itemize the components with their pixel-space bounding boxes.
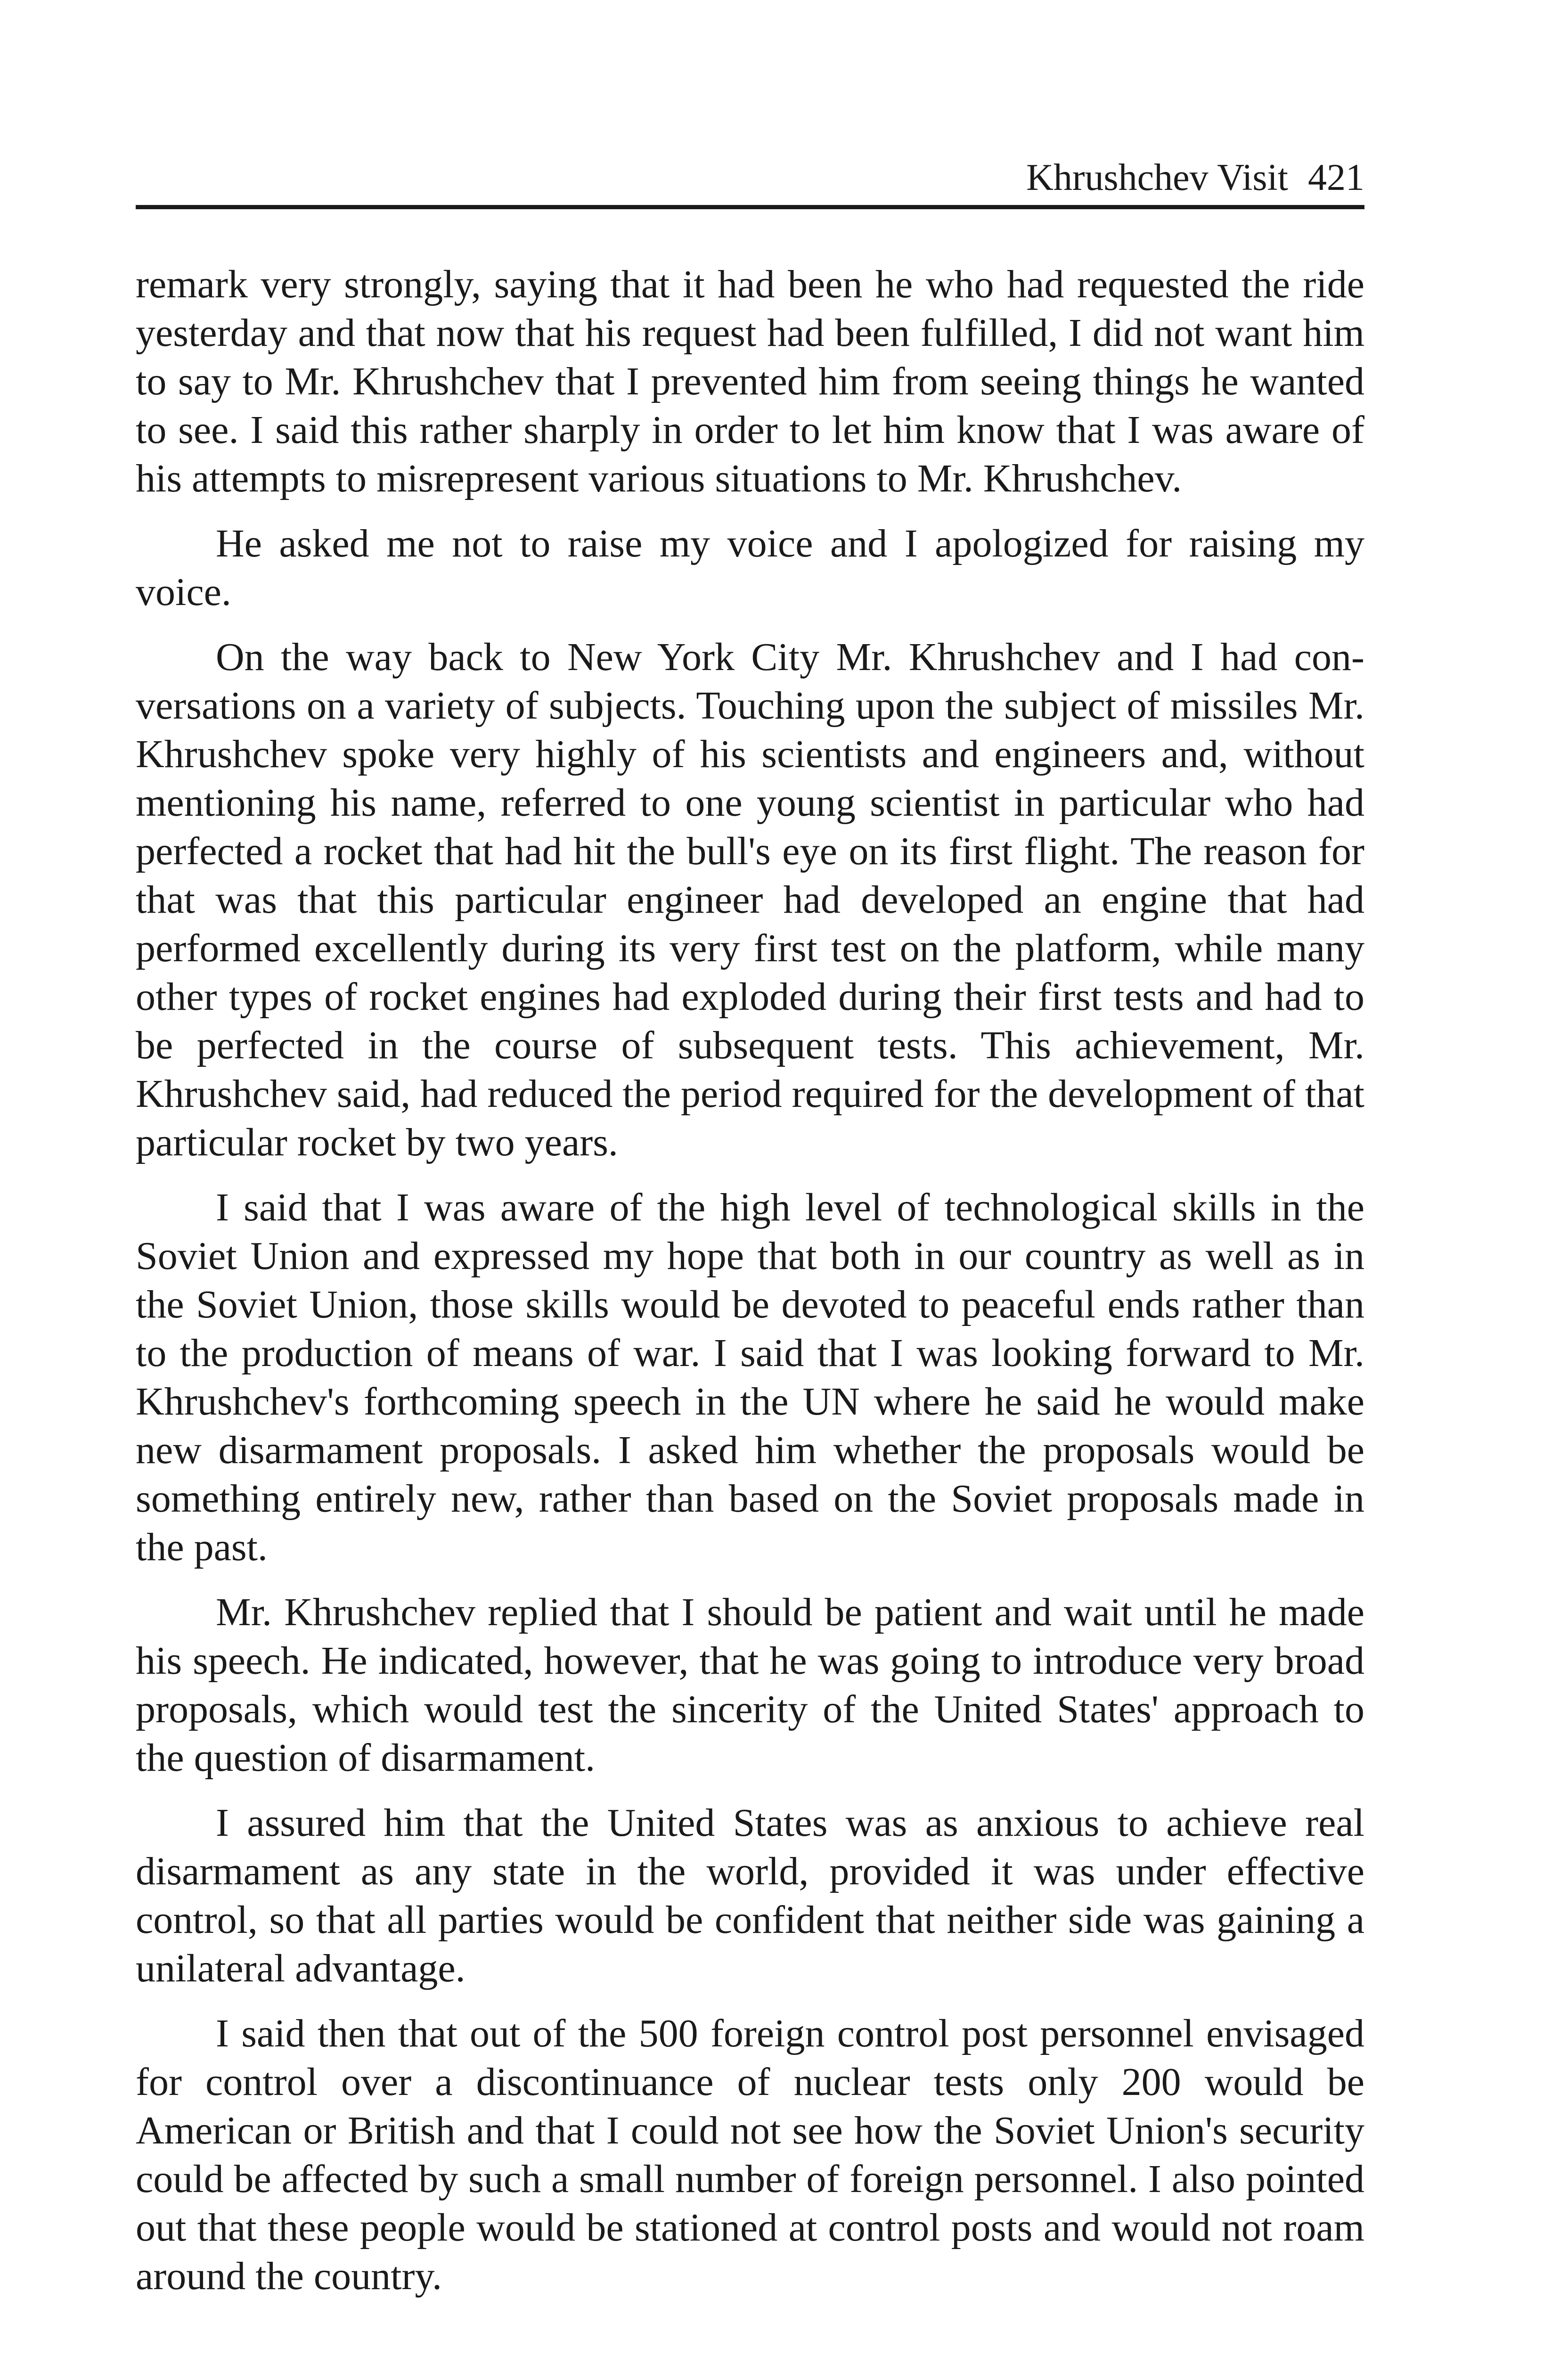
paragraph: I assured him that the United States was as anxious to achieve real disarmament as any state in the world, provided it was under effective control, so that all parties would be confident that neither side was gaining a unilateral advantage. (136, 1801, 1364, 1990)
paragraph-continued: remark very strongly, saying that it had been he who had requested the ride yesterday and that now that his request had been fulfilled, I did not want him to say to Mr. Khrushchev that I prevented him from seeing things he wanted to see. I said this rather sharply in order to let him know that I was aware of his attempts to misrepresent various situations to Mr. Khrushchev. (136, 262, 1364, 500)
paragraph: Mr. Khrushchev replied that I should be patient and wait until he made his speech. He indicated, however, that he was going to introduce very broad proposals, which would test the sincerity of the United States' approach to the question of disarmament. (136, 1590, 1364, 1780)
paragraph: On the way back to New York City Mr. Khrushchev and I had conversations on a variety of subjects. Touching upon the subject of missiles Mr. Khrushchev spoke very highly of his scientists and engineers and, without mentioning his name, referred to one young scientist in particular who had perfected a rocket that had hit the bull's eye on its first flight. The reason for that was that this particular engineer had developed an engine that had performed excellently during its very first test on the platform, while many other types of rocket engines had exploded during their first tests and had to be perfected in the course of subsequent tests. This achievement, Mr. Khrushchev said, had reduced the period required for the development of that particular rocket by two years. (136, 635, 1364, 1164)
page-number: 421 (1308, 157, 1364, 198)
paragraph: I said that I was aware of the high level of technological skills in the Soviet Union and expressed my hope that both in our country as well as in the Soviet Union, those skills would be devoted to peaceful ends rather than to the production of means of war. I said that I was looking forward to Mr. Khrushchev's forthcoming speech in the UN where he said he would make new disarmament proposals. I asked him whether the proposals would be something entirely new, rather than based on the Soviet proposals made in the past. (136, 1186, 1364, 1569)
running-head (136, 152, 1364, 204)
body-text (136, 260, 1364, 2317)
paragraph: I said then that out of the 500 foreign control post personnel envisaged for control over a discontinuance of nuclear tests only 200 would be American or British and that I could not see how the Soviet Union's security could be affected by such a small number of foreign personnel. I also pointed out that these people would be stationed at control posts and would not roam around the country. (136, 2012, 1364, 2298)
header-rule (136, 205, 1364, 209)
running-title: Khrushchev Visit (1026, 157, 1288, 198)
paragraph: He asked me not to raise my voice and I apologized for raising my voice. (136, 522, 1364, 614)
